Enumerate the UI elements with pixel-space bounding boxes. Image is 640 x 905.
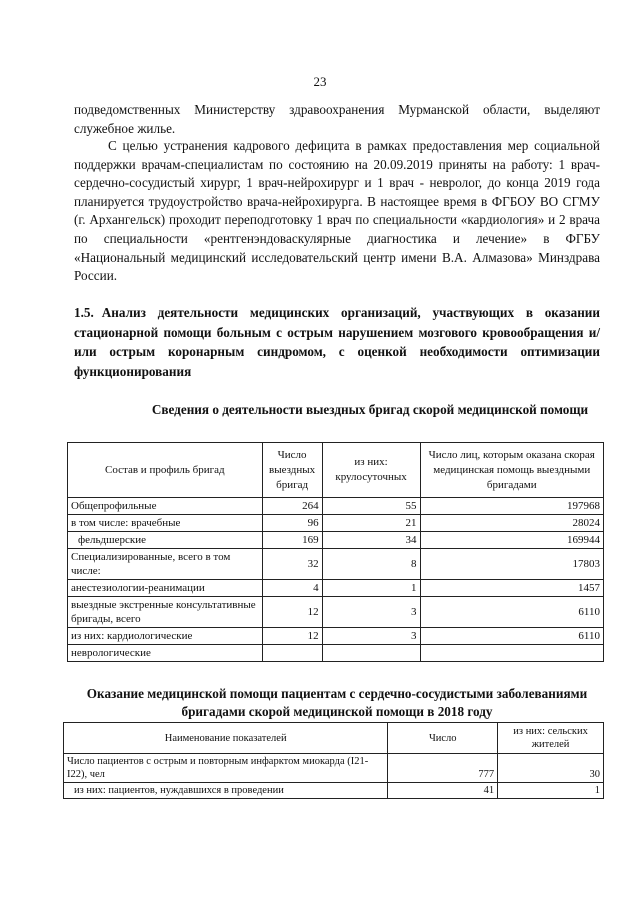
- cell-rural: 1: [498, 783, 604, 799]
- table1-caption: Сведения о деятельности выездных бригад скорой медицинской помощи: [151, 402, 589, 417]
- cell-persons: 6110: [420, 628, 604, 645]
- header-rural: из них: сельских жителей: [498, 723, 604, 754]
- row-label: выездные экстренные консультативные бригады, всего: [68, 597, 263, 628]
- row-label: фельдшерские: [68, 532, 263, 549]
- section-heading: [74, 303, 600, 381]
- cell-persons: 197968: [420, 498, 604, 515]
- table-row: [64, 754, 604, 783]
- table-row: [68, 498, 604, 515]
- row-label: из них: пациентов, нуждавшихся в проведении: [64, 783, 388, 799]
- cell-brigades: 12: [262, 597, 322, 628]
- header-composition: Состав и профиль бригад: [68, 443, 263, 498]
- cell-persons: [420, 645, 604, 662]
- cell-roundclock: 55: [322, 498, 420, 515]
- table-header-row: [64, 723, 604, 754]
- cell-persons: 1457: [420, 580, 604, 597]
- cell-count: 777: [388, 754, 498, 783]
- cell-roundclock: 8: [322, 549, 420, 580]
- cell-roundclock: 21: [322, 515, 420, 532]
- row-label: в том числе: врачебные: [68, 515, 263, 532]
- page-number: 23: [313, 74, 327, 89]
- table-row: [68, 515, 604, 532]
- cell-brigades: 4: [262, 580, 322, 597]
- table-row: [68, 580, 604, 597]
- cell-brigades: 264: [262, 498, 322, 515]
- row-label: Число пациентов с острым и повторным инфарктом миокарда (I21-I22), чел: [64, 754, 388, 783]
- cell-roundclock: [322, 645, 420, 662]
- cell-brigades: [262, 645, 322, 662]
- cell-brigades: 169: [262, 532, 322, 549]
- section-title: Анализ деятельности медицинских организаций, участвующих в оказании стационарной помощи больным с острым нарушением мозгового кровообращения и/или острым коронарным синдромом, с оценкой необходимости оптимизации функционирования: [74, 305, 600, 379]
- table2-caption: Оказание медицинской помощи пациентам с сердечно-сосудистыми заболеваниями бригадами скорой медицинской помощи в 2018 году: [86, 686, 588, 719]
- cell-rural: 30: [498, 754, 604, 783]
- row-label: анестезиологии-реанимации: [68, 580, 263, 597]
- row-label: неврологические: [68, 645, 263, 662]
- cell-brigades: 12: [262, 628, 322, 645]
- header-roundclock: из них: крулосуточных: [322, 443, 420, 498]
- row-label: Общепрофильные: [68, 498, 263, 515]
- paragraph-housing: подведомственных Министерству здравоохранения Мурманской области, выделяют служебное жилье.: [74, 102, 600, 136]
- table-row: [64, 783, 604, 799]
- table-row: [68, 532, 604, 549]
- table-header-row: [68, 443, 604, 498]
- cell-persons: 17803: [420, 549, 604, 580]
- cell-roundclock: 34: [322, 532, 420, 549]
- row-label: из них: кардиологические: [68, 628, 263, 645]
- cell-persons: 6110: [420, 597, 604, 628]
- header-indicator: Наименование показателей: [64, 723, 388, 754]
- cell-persons: 169944: [420, 532, 604, 549]
- header-brigades: Число выездных бригад: [262, 443, 322, 498]
- cell-roundclock: 3: [322, 597, 420, 628]
- table-row: [68, 628, 604, 645]
- ambulance-brigades-table: [67, 442, 604, 662]
- header-persons: Число лиц, которым оказана скорая медицинская помощь выездными бригадами: [420, 443, 604, 498]
- cell-roundclock: 1: [322, 580, 420, 597]
- cell-count: 41: [388, 783, 498, 799]
- header-count: Число: [388, 723, 498, 754]
- row-label: Специализированные, всего в том числе:: [68, 549, 263, 580]
- table-row: [68, 597, 604, 628]
- cell-brigades: 32: [262, 549, 322, 580]
- cell-persons: 28024: [420, 515, 604, 532]
- cell-brigades: 96: [262, 515, 322, 532]
- table-row: [68, 549, 604, 580]
- section-number: 1.5.: [74, 305, 94, 320]
- paragraph-staffing: С целью устранения кадрового дефицита в рамках предоставления мер социальной поддержки врачам-специалистам по состоянию на 20.09.2019 приняты на работу: 1 врач-сердечно-сосудистый хирург, 1 врач-нейрохирург и 1 врач - невролог, до конца 2019 года планируется трудоустройство врача-нейрохирурга. В настоящее время в ФГБОУ ВО СГМУ (г. Архангельск) проходит переподготовку 1 врач по специальности «кардиология» и 2 врача по специальности «рентгенэндоваскулярные диагностика и лечение» в ФГБУ «Национальный медицинский исследовательский центр имени В.А. Алмазова» Минздрава России.: [74, 138, 600, 284]
- cell-roundclock: 3: [322, 628, 420, 645]
- cardiovascular-care-table: [63, 722, 604, 799]
- table-row: [68, 645, 604, 662]
